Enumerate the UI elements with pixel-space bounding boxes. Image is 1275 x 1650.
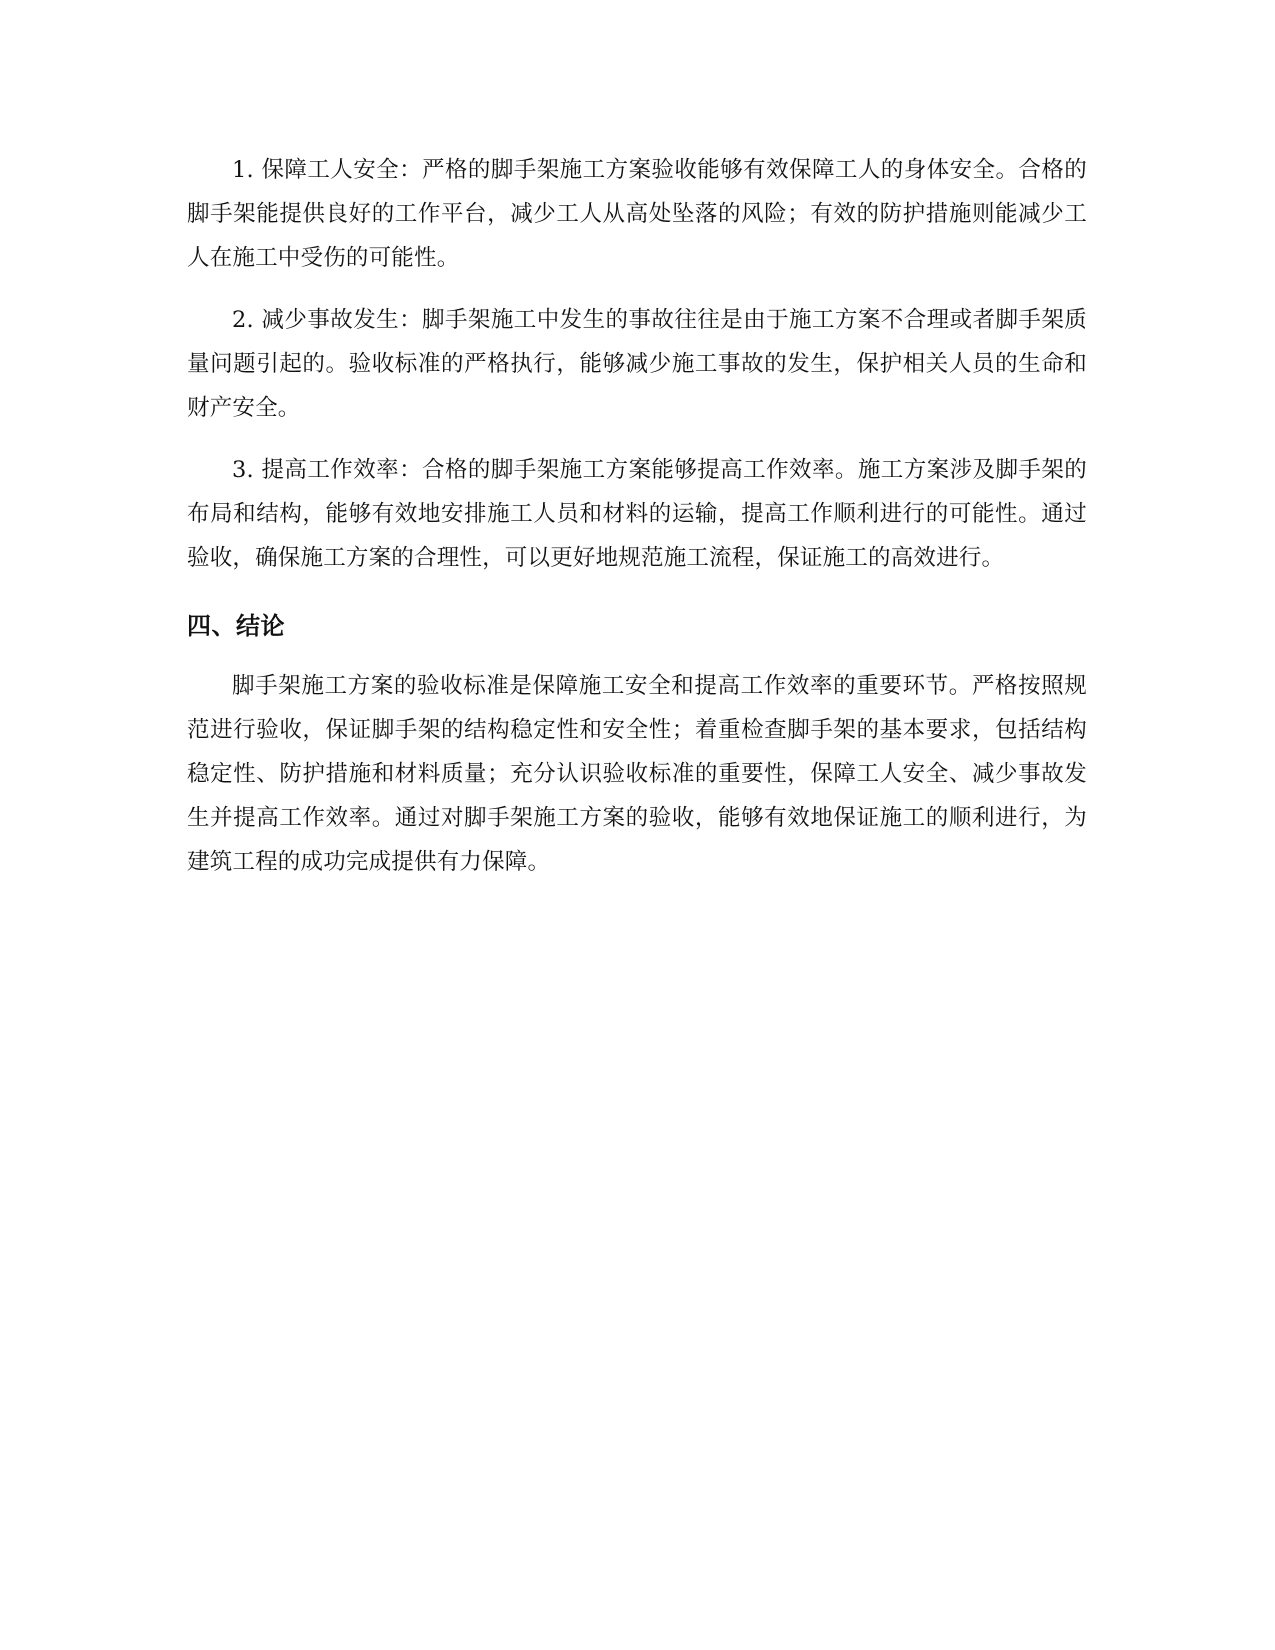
document-page [187, 148, 1087, 884]
paragraph-accident-reduction: 2. 减少事故发生：脚手架施工中发生的事故往往是由于施工方案不合理或者脚手架质量问题引起的。验收标准的严格执行，能够减少施工事故的发生，保护相关人员的生命和财产安全。 [187, 307, 1087, 421]
section-heading-conclusion: 四、结论 [187, 612, 285, 640]
paragraph-worker-safety: 1. 保障工人安全：严格的脚手架施工方案验收能够有效保障工人的身体安全。合格的脚手架能提供良好的工作平台，减少工人从高处坠落的风险；有效的防护措施则能减少工人在施工中受伤的可能性。 [187, 157, 1087, 271]
paragraph-work-efficiency: 3. 提高工作效率：合格的脚手架施工方案能够提高工作效率。施工方案涉及脚手架的布局和结构，能够有效地安排施工人员和材料的运输，提高工作顺利进行的可能性。通过验收，确保施工方案的合理性，可以更好地规范施工流程，保证施工的高效进行。 [187, 457, 1087, 571]
paragraph-conclusion: 脚手架施工方案的验收标准是保障施工安全和提高工作效率的重要环节。严格按照规范进行验收，保证脚手架的结构稳定性和安全性；着重检查脚手架的基本要求，包括结构稳定性、防护措施和材料质量；充分认识验收标准的重要性，保障工人安全、减少事故发生并提高工作效率。通过对脚手架施工方案的验收，能够有效地保证施工的顺利进行，为建筑工程的成功完成提供有力保障。 [187, 673, 1087, 875]
